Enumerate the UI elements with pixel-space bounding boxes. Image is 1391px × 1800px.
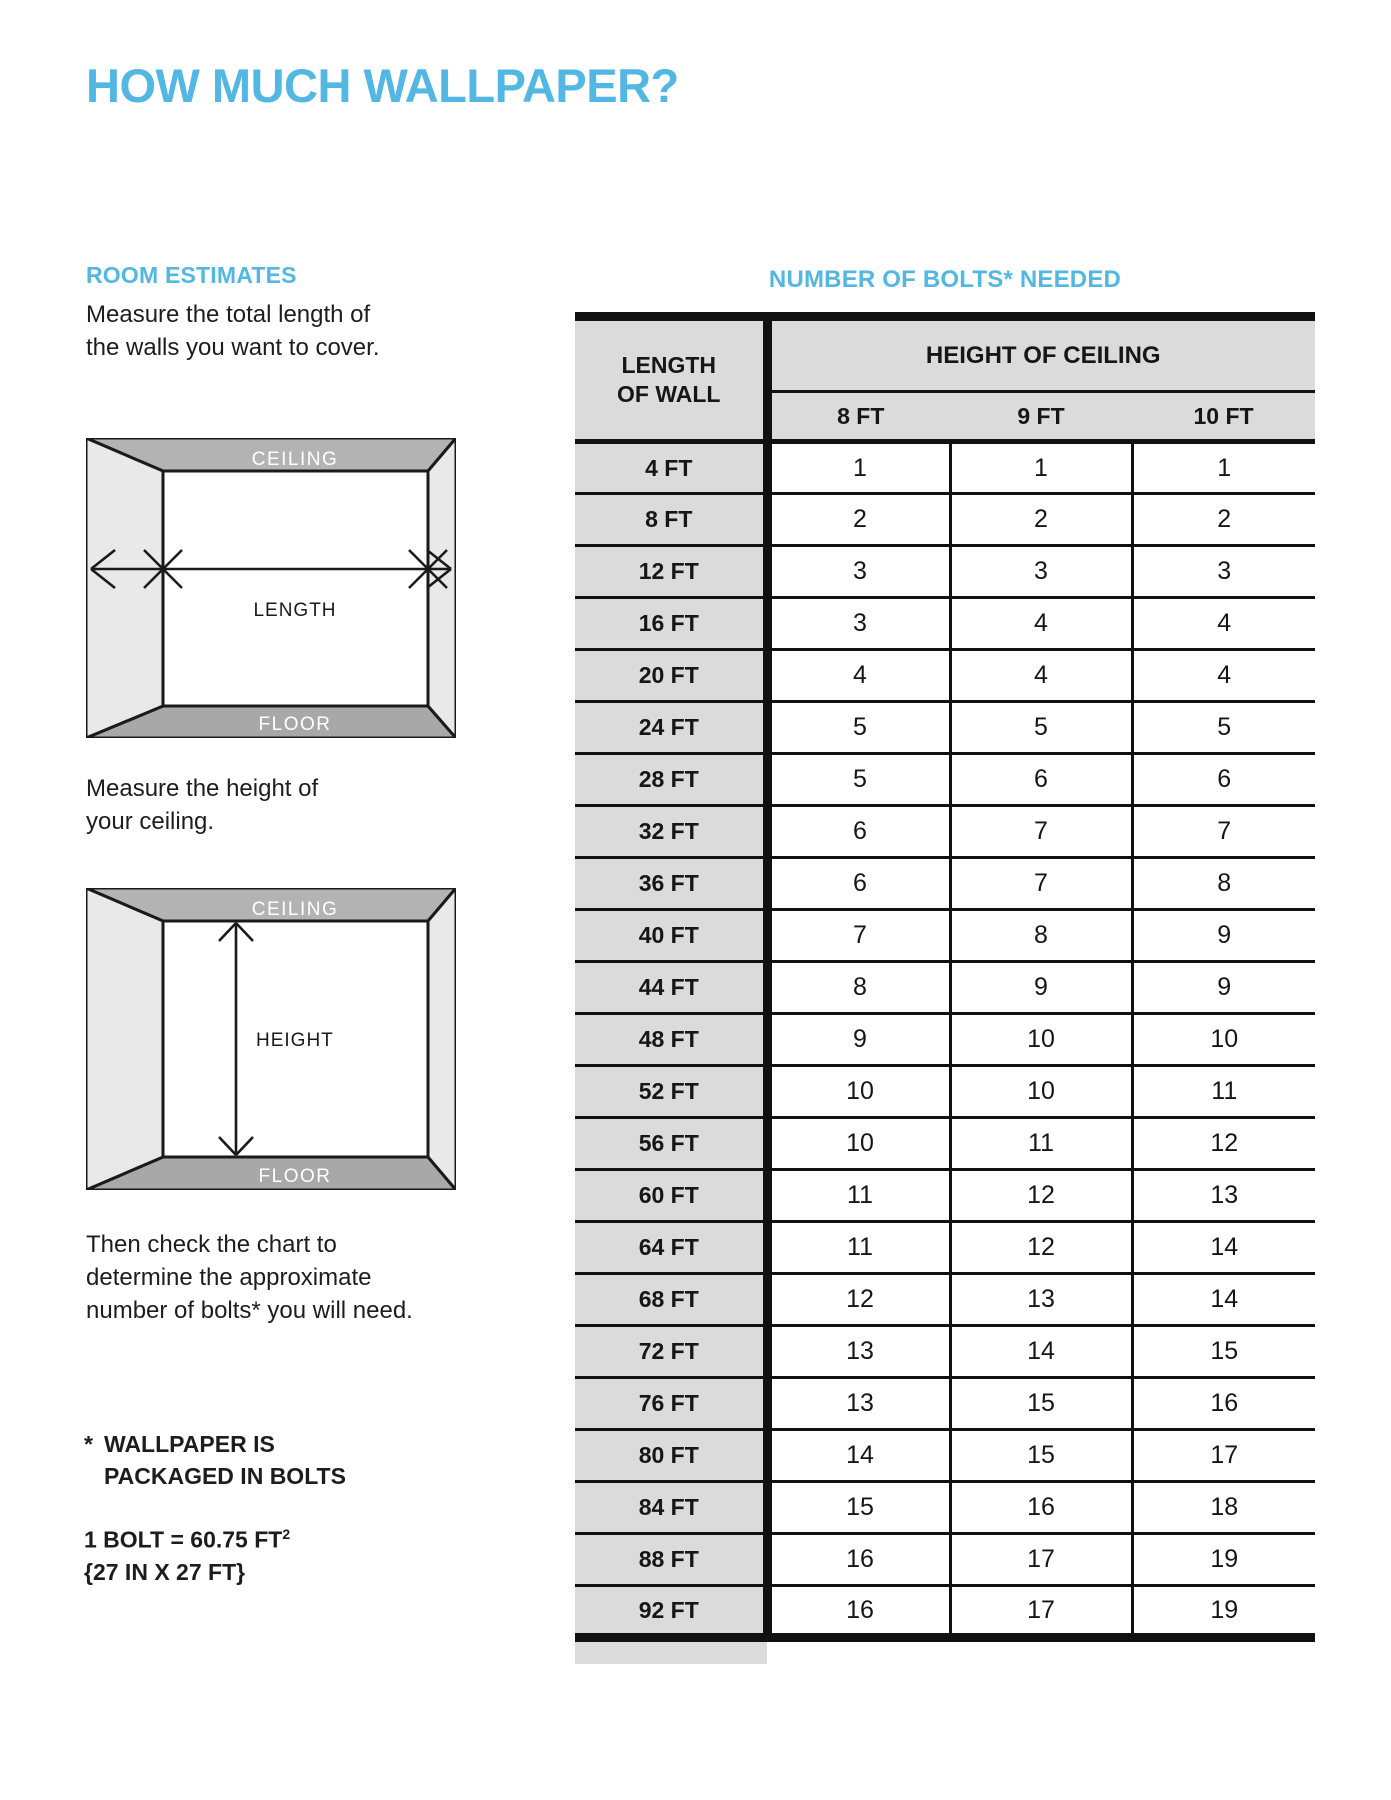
room-estimates-heading: ROOM ESTIMATES xyxy=(86,262,297,288)
bolt-count-cell: 13 xyxy=(767,1378,950,1430)
bolts-table-heading: NUMBER OF BOLTS* NEEDED xyxy=(768,266,1122,293)
wall-length-cell: 84 FT xyxy=(575,1482,767,1534)
bolt-count-cell: 13 xyxy=(950,1274,1132,1326)
wall-length-cell: 36 FT xyxy=(575,858,767,910)
bolt-equation: 1 BOLT = 60.75 $FT^2$ xyxy=(84,1526,291,1553)
height-label: HEIGHT xyxy=(256,1030,334,1051)
bolt-count-cell: 5 xyxy=(950,702,1132,754)
bolt-count-cell: 10 xyxy=(1132,1014,1315,1066)
left-wall-surface xyxy=(86,888,163,1190)
bolt-count-cell: 10 xyxy=(767,1118,950,1170)
bolt-count-cell: 16 xyxy=(950,1482,1132,1534)
wall-length-cell: 20 FT xyxy=(575,650,767,702)
bolt-count-cell: 18 xyxy=(1132,1482,1315,1534)
wall-length-cell: 52 FT xyxy=(575,1066,767,1118)
footnote-text xyxy=(104,1428,346,1492)
table-row xyxy=(575,858,1315,910)
wall-length-cell: 28 FT xyxy=(575,754,767,806)
footnote-line: WALLPAPER IS xyxy=(104,1431,275,1457)
bolt-count-cell: 19 xyxy=(1132,1534,1315,1586)
table-row xyxy=(575,442,1315,494)
bolt-count-cell: 8 xyxy=(767,962,950,1014)
bolt-count-cell: 15 xyxy=(1132,1326,1315,1378)
bolt-count-cell: 17 xyxy=(1132,1430,1315,1482)
floor-label: FLOOR xyxy=(258,1166,332,1187)
bolt-count-cell: 4 xyxy=(950,598,1132,650)
wall-length-cell: 24 FT xyxy=(575,702,767,754)
wall-length-cell: 40 FT xyxy=(575,910,767,962)
bolt-count-cell: 4 xyxy=(1132,598,1315,650)
wall-length-cell: 56 FT xyxy=(575,1118,767,1170)
paragraph-line: Measure the height of xyxy=(86,775,319,802)
superscript-2: 2 xyxy=(282,1526,291,1542)
wall-length-cell: 32 FT xyxy=(575,806,767,858)
table-row xyxy=(575,1014,1315,1066)
table-row xyxy=(575,1586,1315,1638)
left-wall-surface xyxy=(86,438,163,738)
footnote-line: PACKAGED IN BOLTS xyxy=(104,1463,346,1489)
bolt-count-cell: 4 xyxy=(950,650,1132,702)
room-length-diagram xyxy=(86,438,456,743)
wall-length-cell: 68 FT xyxy=(575,1274,767,1326)
bolt-count-cell: 3 xyxy=(767,598,950,650)
table-row xyxy=(575,806,1315,858)
table-row xyxy=(575,1534,1315,1586)
bolt-count-cell: 15 xyxy=(950,1430,1132,1482)
bolt-count-cell: 11 xyxy=(950,1118,1132,1170)
right-wall-surface xyxy=(428,888,456,1190)
ceiling-label: CEILING xyxy=(251,449,339,470)
wall-length-cell: 76 FT xyxy=(575,1378,767,1430)
bolt-count-cell: 5 xyxy=(767,702,950,754)
bolt-count-cell: 10 xyxy=(950,1014,1132,1066)
bolt-count-cell: 7 xyxy=(950,858,1132,910)
wall-length-cell: 12 FT xyxy=(575,546,767,598)
bolt-count-cell: 2 xyxy=(767,494,950,546)
table-row xyxy=(575,1482,1315,1534)
page-title: HOW MUCH WALLPAPER? xyxy=(86,59,679,112)
paragraph-line: the walls you want to cover. xyxy=(86,334,380,361)
bolt-count-cell: 2 xyxy=(1132,494,1315,546)
bolt-count-cell: 6 xyxy=(1132,754,1315,806)
table-row xyxy=(575,1118,1315,1170)
bolt-count-cell: 14 xyxy=(767,1430,950,1482)
bolt-count-cell: 12 xyxy=(767,1274,950,1326)
table-row xyxy=(575,1326,1315,1378)
bolt-count-cell: 7 xyxy=(767,910,950,962)
bolt-count-cell: 12 xyxy=(950,1222,1132,1274)
wall-length-cell: 44 FT xyxy=(575,962,767,1014)
measure-height-paragraph xyxy=(86,772,318,838)
bolt-count-cell: 6 xyxy=(950,754,1132,806)
bolts-table xyxy=(575,312,1315,1664)
bolt-count-cell: 5 xyxy=(1132,702,1315,754)
wall-length-cell: 88 FT xyxy=(575,1534,767,1586)
paragraph-line: Measure the total length of xyxy=(86,301,371,328)
bolt-count-cell: 14 xyxy=(1132,1274,1315,1326)
wall-length-cell: 80 FT xyxy=(575,1430,767,1482)
bolt-count-cell: 19 xyxy=(1132,1586,1315,1638)
table-row xyxy=(575,1430,1315,1482)
bolt-size-info xyxy=(84,1518,290,1588)
bolt-count-cell: 7 xyxy=(950,806,1132,858)
table-row xyxy=(575,1274,1315,1326)
bolts-footnote xyxy=(84,1428,346,1492)
table-row xyxy=(575,1222,1315,1274)
right-wall-surface xyxy=(428,438,456,738)
bolt-count-cell: 10 xyxy=(767,1066,950,1118)
bolt-count-cell: 3 xyxy=(1132,546,1315,598)
wall-length-cell: 16 FT xyxy=(575,598,767,650)
wall-length-cell: 48 FT xyxy=(575,1014,767,1066)
group-header-row xyxy=(575,317,1315,392)
table-row xyxy=(575,494,1315,546)
bolt-dimensions: {27 IN X 27 FT} xyxy=(84,1558,246,1585)
wall-length-cell: 60 FT xyxy=(575,1170,767,1222)
bolt-count-cell: 1 xyxy=(767,442,950,494)
length-of-wall-header: LENGTH OF WALL xyxy=(575,317,767,442)
bolt-count-cell: 13 xyxy=(1132,1170,1315,1222)
bolt-count-cell: 16 xyxy=(767,1586,950,1638)
bolt-count-cell: 4 xyxy=(767,650,950,702)
table-row xyxy=(575,910,1315,962)
bolt-count-cell: 15 xyxy=(950,1378,1132,1430)
bolt-count-cell: 8 xyxy=(1132,858,1315,910)
table-row xyxy=(575,962,1315,1014)
wall-length-cell: 4 FT xyxy=(575,442,767,494)
bolt-count-cell: 11 xyxy=(767,1170,950,1222)
bolt-count-cell: 9 xyxy=(767,1014,950,1066)
bolt-count-cell: 9 xyxy=(950,962,1132,1014)
table-row xyxy=(575,1378,1315,1430)
asterisk: * xyxy=(84,1431,93,1457)
bolt-count-cell: 4 xyxy=(1132,650,1315,702)
ceiling-label: CEILING xyxy=(251,899,339,920)
bolt-count-cell: 14 xyxy=(950,1326,1132,1378)
bolt-count-cell: 16 xyxy=(767,1534,950,1586)
measure-length-paragraph xyxy=(86,298,379,364)
bolt-count-cell: 1 xyxy=(950,442,1132,494)
bolt-count-cell: 12 xyxy=(950,1170,1132,1222)
column-header-10ft: 10 FT xyxy=(1132,392,1315,442)
paragraph-line: determine the approximate xyxy=(86,1264,372,1291)
bolt-count-cell: 12 xyxy=(1132,1118,1315,1170)
height-of-ceiling-header: HEIGHT OF CEILING xyxy=(767,317,1315,392)
table-row xyxy=(575,546,1315,598)
length-label: LENGTH xyxy=(253,600,337,621)
table-row xyxy=(575,1066,1315,1118)
table-row xyxy=(575,598,1315,650)
bolt-count-cell: 16 xyxy=(1132,1378,1315,1430)
paragraph-line: Then check the chart to xyxy=(86,1231,337,1258)
bolt-count-cell: 5 xyxy=(767,754,950,806)
paragraph-line: your ceiling. xyxy=(86,808,215,835)
bolt-count-cell: 17 xyxy=(950,1534,1132,1586)
table-row xyxy=(575,702,1315,754)
floor-label: FLOOR xyxy=(258,714,332,735)
bolt-count-cell: 11 xyxy=(767,1222,950,1274)
bolt-count-cell: 6 xyxy=(767,858,950,910)
bolt-count-cell: 17 xyxy=(950,1586,1132,1638)
room-height-diagram xyxy=(86,888,456,1195)
bolt-count-cell: 3 xyxy=(767,546,950,598)
bolt-count-cell: 6 xyxy=(767,806,950,858)
bolt-count-cell: 1 xyxy=(1132,442,1315,494)
bolt-count-cell: 7 xyxy=(1132,806,1315,858)
bolt-count-cell: 9 xyxy=(1132,910,1315,962)
bolt-count-cell: 3 xyxy=(950,546,1132,598)
bolt-count-cell: 13 xyxy=(767,1326,950,1378)
bolt-count-cell: 9 xyxy=(1132,962,1315,1014)
table-tail-strip xyxy=(575,1642,767,1664)
wall-length-cell: 72 FT xyxy=(575,1326,767,1378)
check-chart-paragraph xyxy=(86,1228,413,1327)
wall-length-cell: 92 FT xyxy=(575,1586,767,1638)
bolt-count-cell: 15 xyxy=(767,1482,950,1534)
bolt-count-cell: 14 xyxy=(1132,1222,1315,1274)
back-wall-surface xyxy=(163,471,428,706)
bolt-count-cell: 10 xyxy=(950,1066,1132,1118)
column-header-9ft: 9 FT xyxy=(950,392,1132,442)
bolt-count-cell: 2 xyxy=(950,494,1132,546)
wall-length-cell: 8 FT xyxy=(575,494,767,546)
table-row xyxy=(575,1170,1315,1222)
table-row xyxy=(575,754,1315,806)
bolt-count-cell: 11 xyxy=(1132,1066,1315,1118)
table-row xyxy=(575,650,1315,702)
bolts-table-body xyxy=(575,442,1315,1638)
column-header-8ft: 8 FT xyxy=(767,392,950,442)
wall-length-cell: 64 FT xyxy=(575,1222,767,1274)
paragraph-line: number of bolts* you will need. xyxy=(86,1297,413,1324)
bolt-count-cell: 8 xyxy=(950,910,1132,962)
